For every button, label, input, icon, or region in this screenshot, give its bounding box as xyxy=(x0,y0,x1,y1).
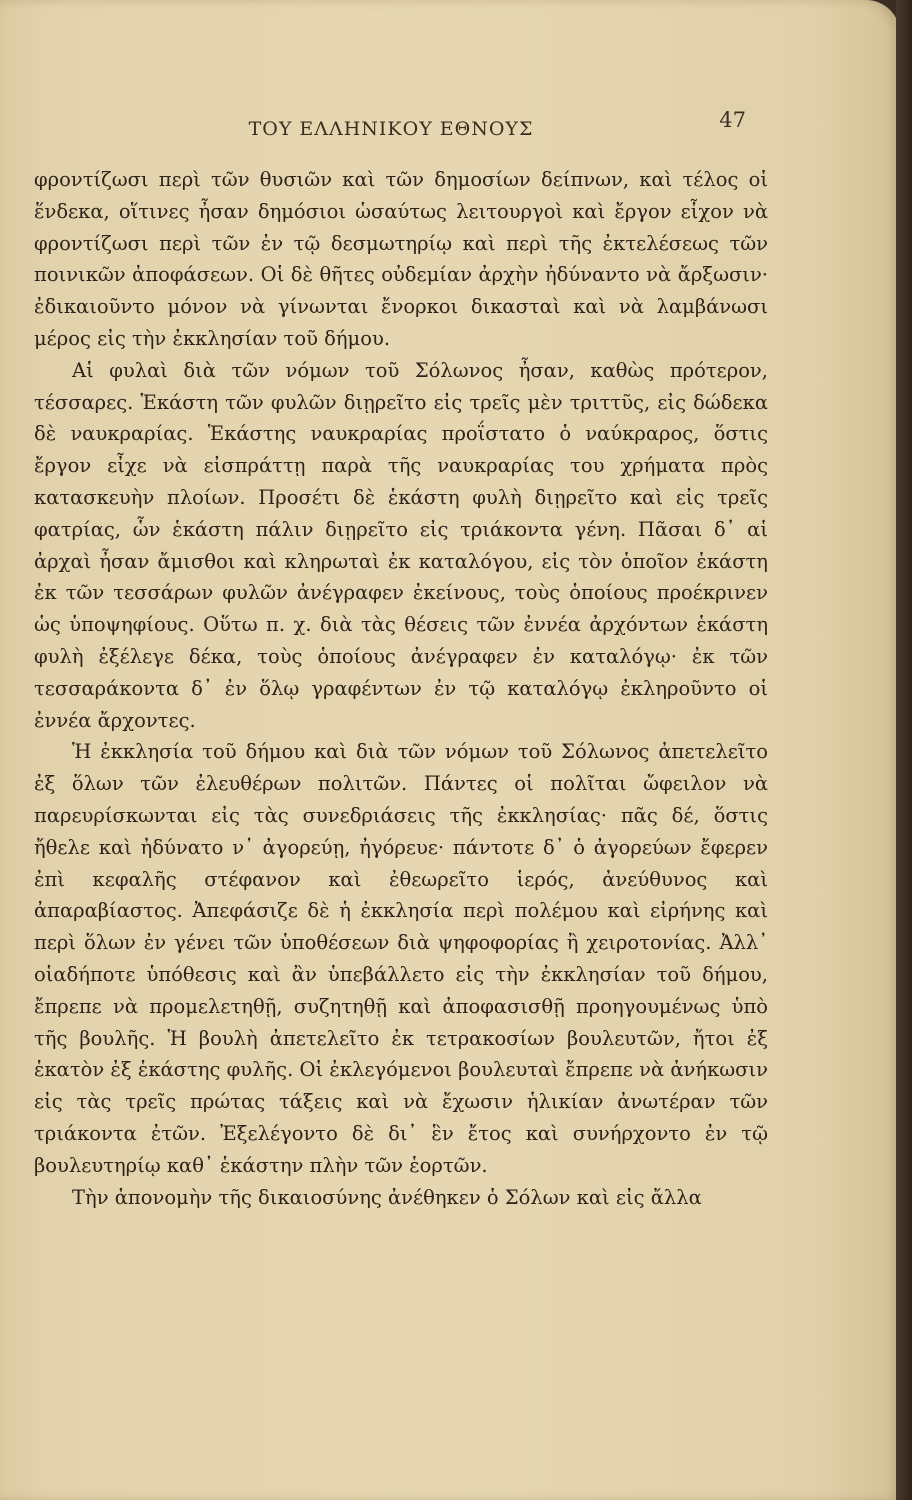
paragraph-2: Αἱ φυλαὶ διὰ τῶν νόμων τοῦ Σόλωνος ἦσαν, καθὼς πρότερον, τέσσαρες. Ἑκάστη τῶν φυλῶν διῃρεῖτο εἰς τρεῖς μὲν τριττῦς, εἰς δώδεκα δὲ ναυκραρίας. Ἑκάστης ναυκραρίας προΐστατο ὁ ναύκραρος, ὅστις ἔργον εἶχε νὰ εἰσπράττῃ παρὰ τῆς ναυκραρίας του χρήματα πρὸς κατασκευὴν πλοίων. Προσέτι δὲ ἑκάστη φυλὴ διῃρεῖτο καὶ εἰς τρεῖς φατρίας, ὧν ἑκάστη πάλιν διῃρεῖτο εἰς τριάκοντα γένη. Πᾶσαι δ᾿ αἱ ἀρχαὶ ἦσαν ἄμισθοι καὶ κληρωταὶ ἐκ καταλόγου, εἰς τὸν ὁποῖον ἑκάστη ἐκ τῶν τεσσάρων φυλῶν ἀνέγραφεν ἐκείνους, τοὺς ὁποίους προέκρινεν ὡς ὑποψηφίους. Οὕτω π. χ. διὰ τὰς θέσεις τῶν ἐννέα ἀρχόντων ἑκάστη φυλὴ ἐξέλεγε δέκα, τοὺς ὁποίους ἀνέγραφεν ἐν καταλόγῳ· ἐκ τῶν τεσσαράκοντα δ᾿ ἐν ὅλῳ γραφέντων ἐν τῷ καταλόγῳ ἐκληροῦντο οἱ ἐννέα ἄρχοντες. xyxy=(34,358,768,732)
page-number: 47 xyxy=(719,108,746,132)
paragraph-4: Τὴν ἀπονομὴν τῆς δικαιοσύνης ἀνέθηκεν ὁ Σόλων καὶ εἰς ἄλλα xyxy=(72,1185,702,1209)
paragraph-1: φροντίζωσι περὶ τῶν θυσιῶν καὶ τῶν δημοσίων δείπνων, καὶ τέλος οἱ ἕνδεκα, οἵτινες ἦσαν δημόσιοι ὡσαύτως λειτουργοὶ καὶ ἔργον εἶχον νὰ φροντίζωσι περὶ τῶν ἐν τῷ δεσμωτηρίῳ καὶ περὶ τῆς ἐκτελέσεως τῶν ποινικῶν ἀποφάσεων. Οἱ δὲ θῆτες οὐδεμίαν ἀρχὴν ἠδύναντο νὰ ἄρξωσιν· ἐδικαιοῦντο μόνον νὰ γίνωνται ἔνορκοι δικασταὶ καὶ νὰ λαμβάνωσι μέρος εἰς τὴν ἐκκλησίαν τοῦ δήμου. xyxy=(34,168,768,350)
paragraph-3: Ἡ ἐκκλησία τοῦ δήμου καὶ διὰ τῶν νόμων τοῦ Σόλωνος ἀπετελεῖτο ἐξ ὅλων τῶν ἐλευθέρων πολιτῶν. Πάντες οἱ πολῖται ὤφειλον νὰ παρευρίσκωνται εἰς τὰς συνεδριάσεις τῆς ἐκκλησίας· πᾶς δέ, ὅστις ἤθελε καὶ ἠδύνατο ν᾿ ἀγορεύῃ, ἠγόρευε· πάντοτε δ᾿ ὁ ἀγορεύων ἔφερεν ἐπὶ κεφαλῆς στέφανον καὶ ἐθεωρεῖτο ἱερός, ἀνεύθυνος καὶ ἀπαραβίαστος. Ἀπεφάσιζε δὲ ἡ ἐκκλησία περὶ πολέμου καὶ εἰρήνης καὶ περὶ ὅλων ἐν γένει τῶν ὑποθέσεων διὰ ψηφοφορίας ἢ χειροτονίας. Ἀλλ᾿ οἱαδήποτε ὑπόθεσις καὶ ἂν ὑπεβάλλετο εἰς τὴν ἐκκλησίαν τοῦ δήμου, ἔπρεπε νὰ προμελετηθῇ, συζητηθῇ καὶ ἀποφασισθῇ προηγουμένως ὑπὸ τῆς βουλῆς. Ἡ βουλὴ ἀπετελεῖτο ἐκ τετρακοσίων βουλευτῶν, ἤτοι ἐξ ἑκατὸν ἐξ ἑκάστης φυλῆς. Οἱ ἐκλεγόμενοι βουλευταὶ ἔπρεπε νὰ ἀνήκωσιν εἰς τὰς τρεῖς πρώτας τάξεις καὶ νὰ ἔχωσιν ἡλικίαν ἀνωτέραν τῶν τριάκοντα ἐτῶν. Ἐξελέγοντο δὲ δι᾿ ἓν ἔτος καὶ συνήρχοντο ἐν τῷ βουλευτηρίῳ καθ᾿ ἑκάστην πλὴν τῶν ἑορτῶν. xyxy=(34,740,768,1177)
page-header xyxy=(36,108,746,152)
running-head: ΤΟΥ ΕΛΛΗΝΙΚΟΥ ΕΘΝΟΥΣ xyxy=(248,118,534,140)
book-edge xyxy=(896,0,912,1500)
body-text xyxy=(34,164,768,1213)
